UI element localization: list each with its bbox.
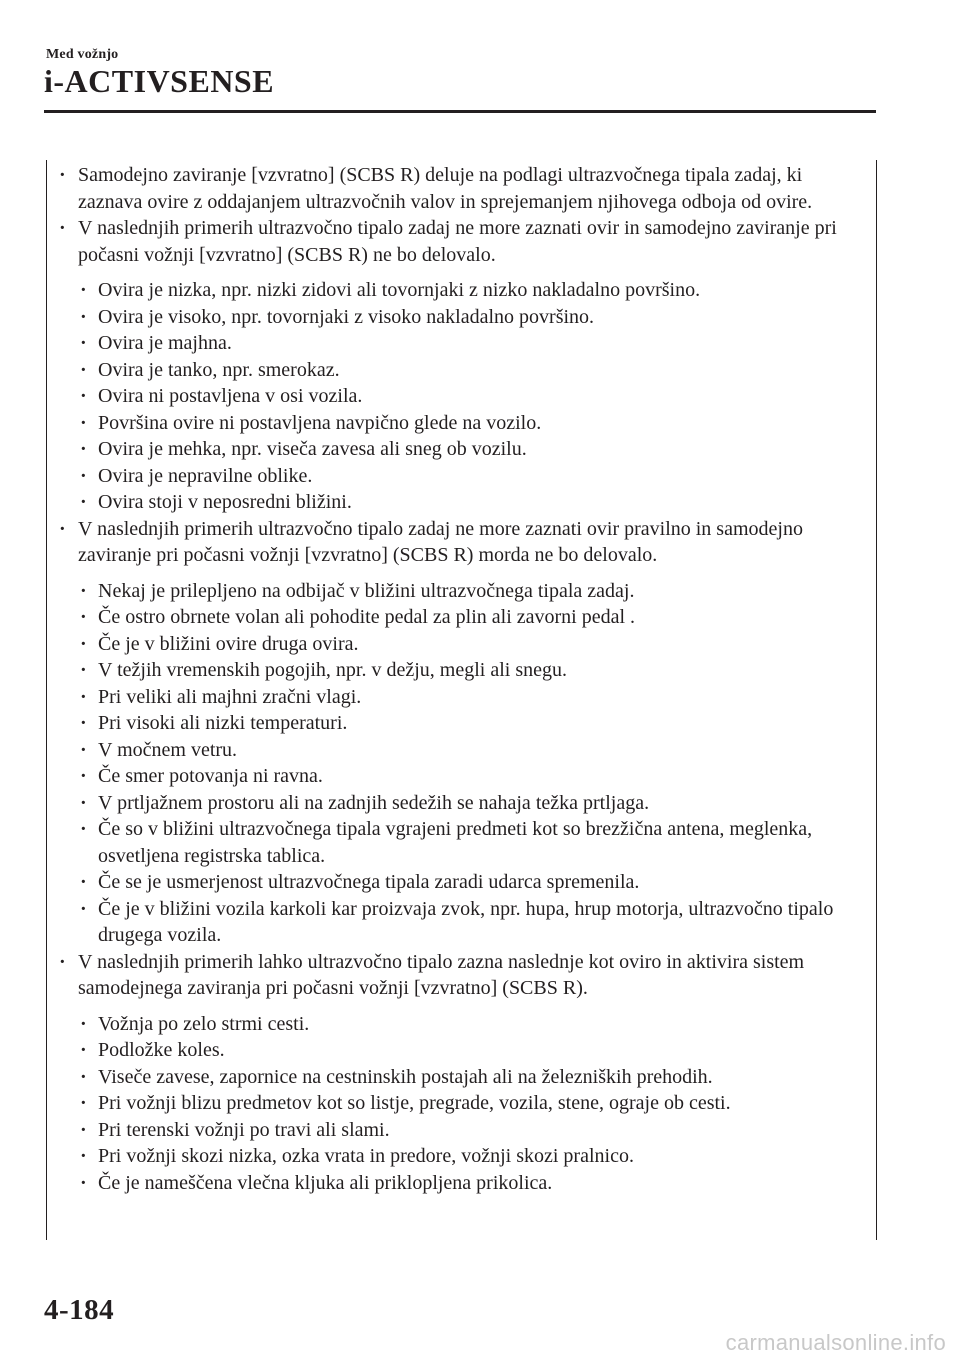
list-item: · Ovira stoji v neposredni bližini. [78,489,864,516]
section-label: Med vožnjo [46,47,119,62]
list-item: · Če je v bližini vozila karkoli kar proizvaja zvok, npr. hupa, hrup motorja, ultrazvočno tipalo drugega vozila. [78,896,864,949]
list-item: · Ovira je mehka, npr. viseča zavesa ali sneg ob vozilu. [78,436,864,463]
list-item: · Vožnja po zelo strmi cesti. [78,1011,864,1038]
bullet-item-with-sublist [56,949,864,1197]
list-item: · Ovira je visoko, npr. tovornjaki z visoko nakladalno površino. [78,304,864,331]
list-item: · Ovira ni postavljena v osi vozila. [78,383,864,410]
list-item: · V prtljažnem prostoru ali na zadnjih sedežih se nahaja težka prtljaga. [78,790,864,817]
unreliable-detection-list [78,578,864,949]
main-bullet-list [56,162,864,1196]
bullet-item-with-sublist [56,215,864,516]
bullet-item: · Samodejno zaviranje [vzvratno] (SCBS R) deluje na podlagi ultrazvočnega tipala zadaj, ki zaznava ovire z oddajanjem ultrazvočnih valov in sprejemanjem njihovega odboja od ovire. [56,162,864,215]
list-item: · Ovira je nizka, npr. nizki zidovi ali tovornjaki z nizko nakladalno površino. [78,277,864,304]
bullet-text: V naslednjih primerih ultrazvočno tipalo zadaj ne more zaznati ovir in samodejno zaviranje pri počasni vožnji [vzvratno] (SCBS R) ne bo delovalo. [78,217,837,266]
bullet-text: V naslednjih primerih lahko ultrazvočno tipalo zazna naslednje kot oviro in aktivira sistem samodejnega zaviranja pri počasni vožnji [vzvratno] (SCBS R). [78,950,805,999]
right-margin-rule [876,160,877,1240]
false-detection-list [78,1011,864,1197]
chapter-title: i-ACTIVSENSE [44,63,275,99]
left-margin-rule [46,160,47,1240]
list-item: · Pri vožnji skozi nizka, ozka vrata in predore, vožnji skozi pralnico. [78,1143,864,1170]
list-item: · Pri veliki ali majhni zračni vlagi. [78,684,864,711]
list-item: · Ovira je majhna. [78,330,864,357]
watermark: carmanualsonline.info [725,1330,946,1355]
list-item: · V močnem vetru. [78,737,864,764]
list-item: · Pri visoki ali nizki temperaturi. [78,710,864,737]
list-item: · Če smer potovanja ni ravna. [78,763,864,790]
list-item: · Če se je usmerjenost ultrazvočnega tipala zaradi udarca spremenila. [78,869,864,896]
list-item: · Podložke koles. [78,1037,864,1064]
list-item: · Če je nameščena vlečna kljuka ali priklopljena prikolica. [78,1170,864,1197]
list-item: · Površina ovire ni postavljena navpično glede na vozilo. [78,410,864,437]
list-item: · Pri terenski vožnji po travi ali slami. [78,1117,864,1144]
content-body [56,162,864,1196]
list-item: · Ovira je tanko, npr. smerokaz. [78,357,864,384]
list-item: · Nekaj je prilepljeno na odbijač v bližini ultrazvočnega tipala zadaj. [78,578,864,605]
undetectable-obstacles-list [78,277,864,516]
list-item: · Če so v bližini ultrazvočnega tipala vgrajeni predmeti kot so brezžična antena, meglenka, osvetljena registrska tablica. [78,816,864,869]
list-item: · Pri vožnji blizu predmetov kot so listje, pregrade, vozila, stene, ograje ob cesti. [78,1090,864,1117]
page-number: 4-184 [44,1294,115,1326]
list-item: · Ovira je nepravilne oblike. [78,463,864,490]
list-item: · Če ostro obrnete volan ali pohodite pedal za plin ali zavorni pedal . [78,604,864,631]
list-item: · V težjih vremenskih pogojih, npr. v dežju, megli ali snegu. [78,657,864,684]
list-item: · Viseče zavese, zapornice na cestninskih postajah ali na železniških prehodih. [78,1064,864,1091]
list-item: · Če je v bližini ovire druga ovira. [78,631,864,658]
bullet-item-with-sublist [56,516,864,949]
bullet-text: V naslednjih primerih ultrazvočno tipalo zadaj ne more zaznati ovir pravilno in samodejno zaviranje pri počasni vožnji [vzvratno] (SCBS R) morda ne bo delovalo. [78,517,803,566]
header-rule [44,110,876,113]
